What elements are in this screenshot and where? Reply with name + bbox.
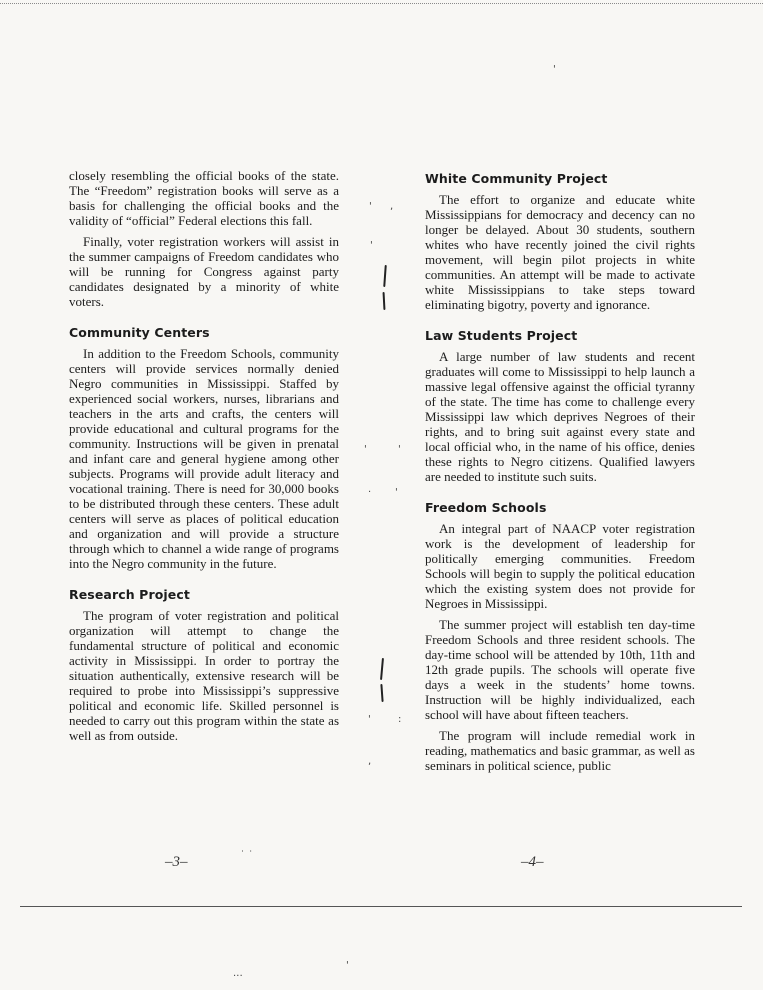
scan-speck: .‥: [233, 968, 243, 979]
section-heading-freedom-schools: Freedom Schools: [425, 500, 547, 515]
paragraph: The effort to organize and educate white Mississippians for democracy and decency can no longer be delayed. About 30 students, southern whites who have recently joined the civil rights movement, will begin pilot projects in white communities. An attempt will be made to activate white Mississippians to take steps toward eliminating bigotry, poverty and ignorance.: [425, 192, 695, 312]
scan-speck: ': [395, 487, 398, 498]
section-heading-white-community-project: White Community Project: [425, 171, 608, 186]
paragraph: Finally, voter registration workers will assist in the summer campaigns of Freedom candidates who will be running for Congress against party candidates designated by a minority of white voters.: [69, 234, 339, 309]
page-number-left: –3–: [165, 854, 188, 870]
scan-speck: ,: [390, 201, 394, 212]
right-column: [425, 171, 695, 779]
paragraph: In addition to the Freedom Schools, community centers will provide services normally denied Negro communities in Mississippi. Staffed by experienced social workers, nurses, librarians and teachers in the arts and crafts, the centers will provide educational and cultural programs for the community. Instructions will be given in prenatal and infant care and general hygiene among other subjects. Programs will provide adult literacy and vocational training. There is need for 30,000 books to be distributed through these centers. These adult centers will serve as places of political education and organization and will provide a structure through which to channel a wide range of programs into the Negro community in the future.: [69, 346, 339, 571]
scan-speck: ': [553, 64, 556, 75]
scan-speck: ': [398, 444, 401, 455]
paragraph: The program will include remedial work in reading, mathematics and basic grammar, as well as seminars in political science, public: [425, 728, 695, 773]
paragraph: closely resembling the official books of the state. The “Freedom” registration books will serve as a basis for challenging the official books and the validity of “official” Federal elections this fall.: [69, 168, 339, 228]
scan-speck: ·: [368, 487, 372, 498]
scan-speck: ,: [368, 756, 372, 767]
section-heading-community-centers: Community Centers: [69, 325, 210, 340]
left-column: [69, 168, 339, 749]
scan-speck: ': [369, 201, 372, 212]
bottom-scan-edge: [20, 906, 742, 907]
section-heading-research-project: Research Project: [69, 587, 190, 602]
paragraph: The program of voter registration and political organization will attempt to change the fundamental structure of political and economic activity in Mississippi. In order to portray the situation authentically, extensive research will be required to probe into Mississippi’s suppressive political and economic life. Skilled personnel is needed to carry out this program within the state as well as from outside.: [69, 608, 339, 743]
paragraph: The summer project will establish ten day-time Freedom Schools and three resident schools. The day-time school will be attended by 10th, 11th and 12th grade pupils. The schools will operate five days a week in the students’ home towns. Instruction will be highly individualized, each school will have about fifteen teachers.: [425, 617, 695, 722]
page-number-right: –4–: [521, 854, 544, 870]
scan-speck: ': [364, 444, 367, 455]
scan-speck: :: [398, 714, 402, 725]
scan-speck: ': [370, 240, 373, 251]
scan-speck: ': [368, 714, 371, 725]
scan-speck: ': [346, 960, 349, 971]
section-heading-law-students-project: Law Students Project: [425, 328, 578, 343]
paragraph: A large number of law students and recent graduates will come to Mississippi to help launch a massive legal offensive against the official tyranny of the state. The time has come to challenge every Mississippi law which deprives Negroes of their rights, and to bring suit against every state and local official who, in the name of his office, denies these rights to Negro citizens. Qualified lawyers are needed to institute such suits.: [425, 349, 695, 484]
top-scan-edge: [0, 3, 763, 4]
paragraph: An integral part of NAACP voter registration work is the development of leadership for politically emerging communities. Freedom Schools will begin to supply the political education which the existing system does not provide for Negroes in Mississippi.: [425, 521, 695, 611]
scan-speck: ˙ ˙: [240, 850, 254, 861]
